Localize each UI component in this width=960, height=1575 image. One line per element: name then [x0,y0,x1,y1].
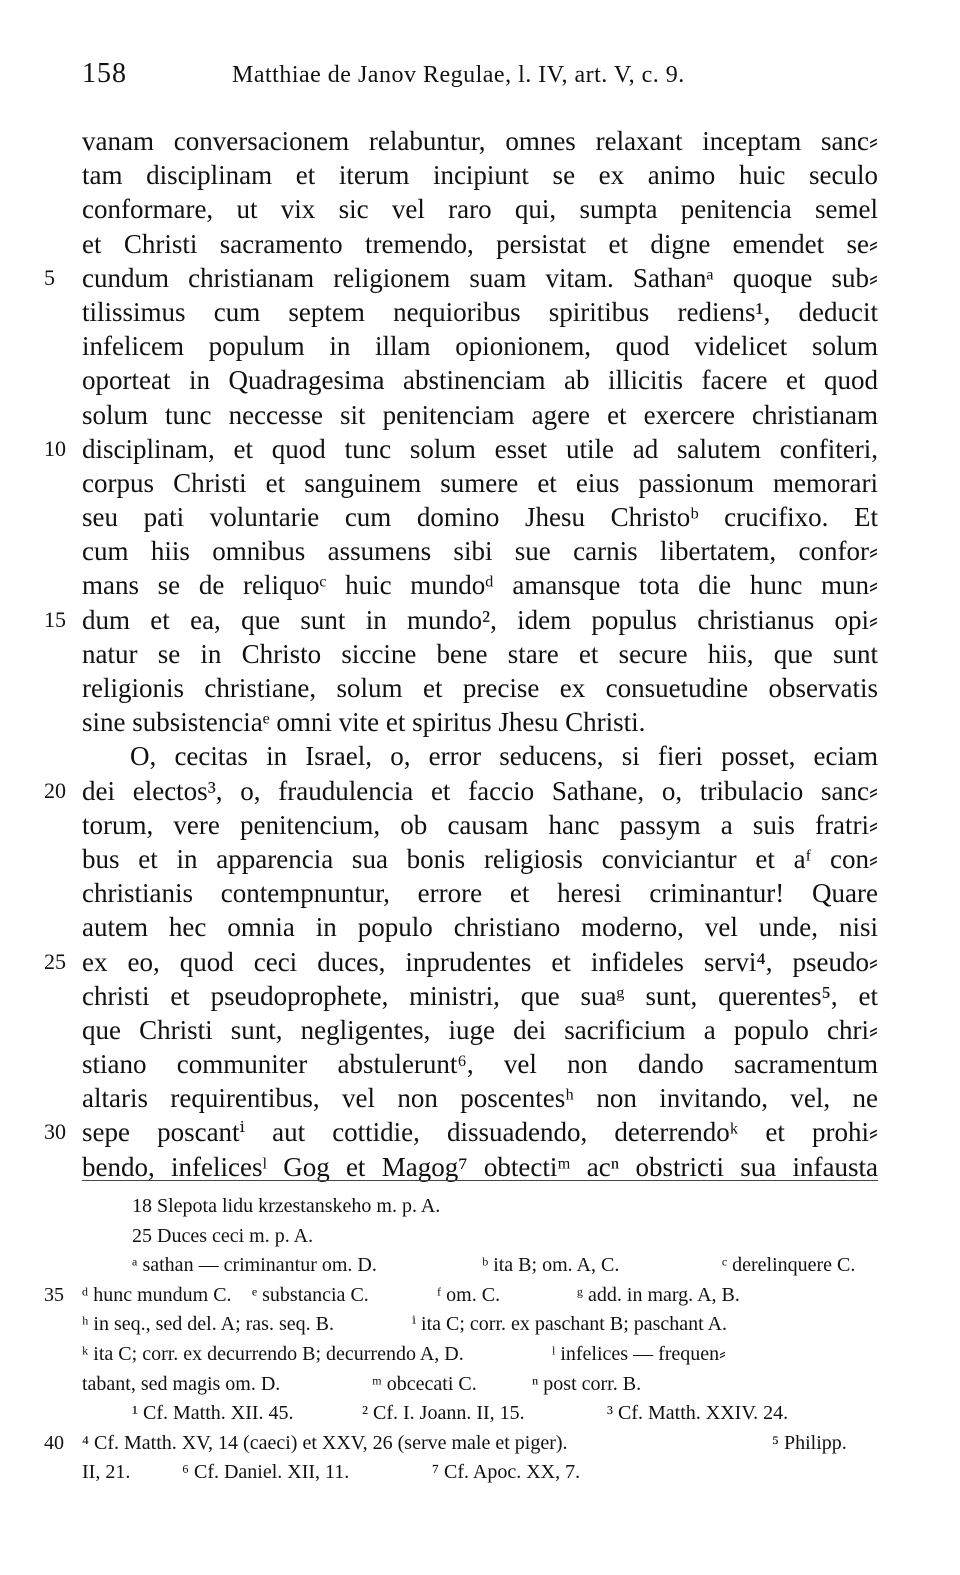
marginal-note: 25 Duces ceci m. p. A. [132,1224,314,1247]
line-text: que Christi sunt, negligentes, iuge dei sacrificium a populo chri⸗ [82,1014,878,1045]
line-number: 30 [44,1119,66,1145]
text-line [82,876,878,910]
line-text: seu pati voluntarie cum domino Jhesu Christoᵇ crucifixo. Et [82,502,878,533]
line-text: O, cecitas in Israel, o, error seducens, si fieri posset, eciam [130,741,878,772]
text-line [44,432,878,466]
line-text: christianis contempnuntur, errore et heresi criminantur! Quare [82,878,878,909]
source-note: ¹ Cf. Matth. XII. 45. [132,1402,294,1425]
apparatus-note: ᵉ substancia C. [252,1283,369,1306]
apparatus-note: ʰ in seq., sed del. A; ras. seq. B. [82,1313,334,1336]
line-text: disciplinam, et quod tunc solum esset utile ad salutem confiteri, [82,433,878,464]
page-number: 158 [82,58,127,89]
line-text: dei electos³, o, fraudulencia et faccio Sathane, o, tribulacio sanc⸗ [82,775,878,806]
line-text: bus et in apparencia sua bonis religiosis conviciantur et aᶠ con⸗ [82,843,878,874]
apparatus-note: ᶜ derelinquere C. [722,1254,856,1277]
footnotes [44,1192,878,1488]
line-text: tilissimus cum septem nequioribus spiritibus rediens¹, deducit [82,296,878,327]
main-text [44,124,878,1184]
line-number: 35 [44,1283,64,1306]
note-line [82,1251,878,1281]
line-number: 25 [44,948,66,974]
source-note: ³ Cf. Matth. XXIV. 24. [607,1402,789,1425]
line-text: sepe poscantⁱ aut cottidie, dissuadendo, deterrendoᵏ et prohi⸗ [82,1117,878,1148]
footnote-rule [82,1180,878,1181]
apparatus-note: ᵐ obcecati C. [372,1372,477,1395]
text-line [82,158,878,192]
line-number: 10 [44,435,66,461]
text-line [82,671,878,705]
text-line [44,261,878,295]
text-line [44,1115,878,1149]
text-line [44,774,878,808]
text-line [82,842,878,876]
line-text: infelicem populum in illam opionionem, quod videlicet solum [82,331,878,362]
text-line [44,945,878,979]
line-text: autem hec omnia in populo christiano moderno, vel unde, nisi [82,912,878,943]
line-text: stiano communiter abstulerunt⁶, vel non dando sacramentum [82,1049,878,1080]
line-text: cum hiis omnibus assumens sibi sue carnis libertatem, confor⸗ [82,536,878,567]
note-line [44,1281,878,1311]
text-line [82,910,878,944]
source-note: ⁴ Cf. Matth. XV, 14 (caeci) et XXV, 26 (serve male et piger). [82,1431,568,1454]
note-line [82,1340,878,1370]
apparatus-note: ᵇ ita B; om. A, C. [482,1254,620,1277]
apparatus-note: tabant, sed magis om. D. [82,1372,281,1395]
line-number: 40 [44,1431,64,1454]
line-text: torum, vere penitencium, ob causam hanc passym a suis fratri⸗ [82,809,878,840]
running-head: Matthiae de Janov Regulae, l. IV, art. V, c. 9. [232,62,685,88]
source-note: II, 21. [82,1461,131,1484]
line-text: et Christi sacramento tremendo, persistat et digne emendet se⸗ [82,228,878,259]
line-text: ex eo, quod ceci duces, inprudentes et infideles servi⁴, pseudo⸗ [82,946,878,977]
text-line [82,534,878,568]
apparatus-note: ⁱ ita C; corr. ex paschant B; paschant A. [412,1313,728,1336]
text-line [82,1047,878,1081]
note-line [82,1399,878,1429]
text-line [82,227,878,261]
text-line [82,295,878,329]
line-text: religionis christiane, solum et precise ex consuetudine observatis [82,673,878,703]
line-text: vanam conversacionem relabuntur, omnes relaxant inceptam sanc⸗ [82,126,878,156]
line-text: dum et ea, que sunt in mundo², idem populus christianus opi⸗ [82,604,878,635]
line-text: natur se in Christo siccine bene stare et secure hiis, que sunt [82,638,878,669]
text-line [82,1081,878,1115]
line-number: 20 [44,777,66,803]
apparatus-note: ᶠ om. C. [437,1283,501,1306]
note-line [44,1429,878,1459]
text-line [82,466,878,500]
line-text: solum tunc neccesse sit penitenciam agere et exercere christianam [82,399,878,430]
line-text: mans se de reliquoᶜ huic mundoᵈ amansque tota die hunc mun⸗ [82,570,878,601]
text-line [82,192,878,226]
source-note: ⁷ Cf. Apoc. XX, 7. [432,1461,581,1484]
apparatus-note: ⁿ post corr. B. [532,1372,642,1395]
marginal-note: 18 Slepota lidu krzestanskeho m. p. A. [132,1195,441,1217]
note-line [82,1222,878,1252]
line-text: cundum christianam religionem suam vitam. Sathanᵃ quoque sub⸗ [82,262,878,293]
line-text: oporteat in Quadragesima abstinenciam ab illicitis facere et quod [82,365,878,396]
line-text: bendo, infelicesˡ Gog et Magog⁷ obtectiᵐ acⁿ obstricti sua infausta [82,1151,878,1182]
note-line [82,1458,878,1488]
text-line [82,363,878,397]
line-number: 15 [44,606,66,632]
note-line [82,1192,878,1222]
text-line [82,500,878,534]
line-text: christi et pseudoprophete, ministri, que suaᵍ sunt, querentes⁵, et [82,980,878,1011]
note-line [82,1310,878,1340]
text-line [82,739,878,773]
source-note: ⁵ Philipp. [772,1431,847,1454]
text-line [82,1150,878,1184]
text-line [82,568,878,602]
text-line [82,808,878,842]
line-text: corpus Christi et sanguinem sumere et eius passionum memorari [82,467,878,498]
note-line [82,1370,878,1400]
text-line [82,705,878,739]
text-line [82,124,878,158]
apparatus-note: ˡ infelices — frequen⸗ [552,1342,726,1365]
text-line [82,1013,878,1047]
text-line [82,329,878,363]
text-line [82,637,878,671]
line-number: 5 [44,264,55,290]
line-text: conformare, ut vix sic vel raro qui, sumpta penitencia semel [82,194,878,225]
line-text: altaris requirentibus, vel non poscentesʰ non invitando, vel, ne [82,1083,878,1114]
source-note: ⁶ Cf. Daniel. XII, 11. [182,1461,350,1484]
text-line [44,603,878,637]
line-text: tam disciplinam et iterum incipiunt se ex animo huic seculo [82,160,878,191]
apparatus-note: ᵏ ita C; corr. ex decurrendo B; decurrendo A, D. [82,1342,464,1365]
apparatus-note: ᵍ add. in marg. A, B. [577,1283,740,1306]
source-note: ² Cf. I. Joann. II, 15. [362,1402,525,1425]
apparatus-note: ᵃ sathan — criminantur om. D. [132,1254,377,1277]
text-line [82,979,878,1013]
text-line [82,398,878,432]
line-text: sine subsistenciaᵉ omni vite et spiritus Jhesu Christi. [82,707,646,738]
apparatus-note: ᵈ hunc mundum C. [82,1283,232,1306]
